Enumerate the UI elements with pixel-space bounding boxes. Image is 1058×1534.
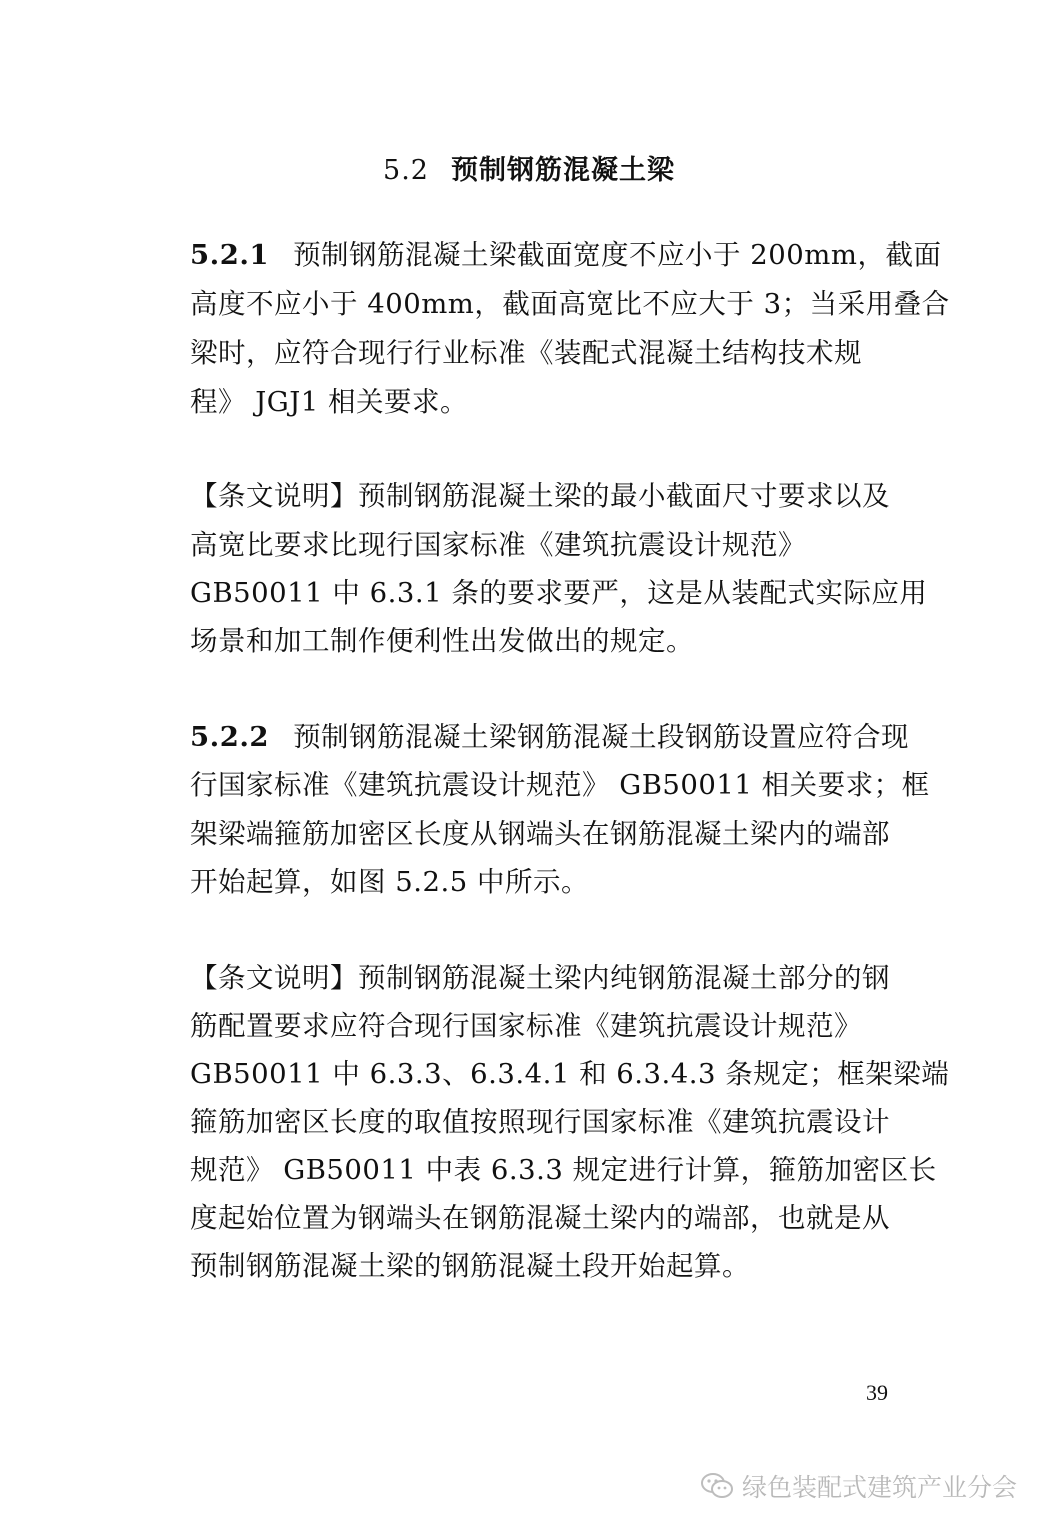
note-2-line: 度起始位置为钢端头在钢筋混凝土梁内的端部，也就是从 [190,1202,890,1234]
clause-text: 预制钢筋混凝土梁钢筋混凝土段钢筋设置应符合现 [293,721,910,753]
note-1-line: GB50011 中 6.3.1 条的要求要严，这是从装配式实际应用 [190,577,928,609]
note-1-line: 【条文说明】预制钢筋混凝土梁的最小截面尺寸要求以及 [190,480,890,512]
watermark [700,1468,1017,1504]
clause-5-2-1-line: 高度不应小于 400mm，截面高宽比不应大于 3；当采用叠合 [190,288,950,320]
page-number: 39 [866,1380,888,1405]
clause-5-2-2-line [190,714,909,754]
note-2-line: 筋配置要求应符合现行国家标准《建筑抗震设计规范》 [190,1010,862,1042]
section-title: 预制钢筋混凝土梁 [450,155,675,186]
note-2-line: GB50011 中 6.3.3、6.3.4.1 和 6.3.4.3 条规定；框架梁端 [190,1058,950,1090]
clause-5-2-1-line: 程》 JGJ1 相关要求。 [190,386,468,418]
clause-number: 5.2.1 [190,239,270,271]
wechat-icon [700,1472,734,1500]
note-1-line: 场景和加工制作便利性出发做出的规定。 [190,625,694,657]
clause-text: 预制钢筋混凝土梁截面宽度不应小于 200mm，截面 [293,239,942,271]
note-2-line: 箍筋加密区长度的取值按照现行国家标准《建筑抗震设计 [190,1106,890,1138]
section-number: 5.2 [383,155,429,186]
watermark-text: 绿色装配式建筑产业分会 [742,1473,1018,1502]
clause-5-2-1-line [190,232,941,272]
note-2-line: 规范》 GB50011 中表 6.3.3 规定进行计算，箍筋加密区长 [190,1154,937,1186]
note-2-line: 预制钢筋混凝土梁的钢筋混凝土段开始起算。 [190,1250,750,1282]
clause-5-2-2-line: 开始起算，如图 5.2.5 中所示。 [190,866,589,898]
note-1-line: 高宽比要求比现行国家标准《建筑抗震设计规范》 [190,529,806,561]
clause-5-2-1-line: 梁时，应符合现行行业标准《装配式混凝土结构技术规 [190,337,862,369]
clause-number: 5.2.2 [190,721,270,753]
clause-5-2-2-line: 架梁端箍筋加密区长度从钢端头在钢筋混凝土梁内的端部 [190,818,890,850]
section-heading [0,148,1058,187]
note-2-line: 【条文说明】预制钢筋混凝土梁内纯钢筋混凝土部分的钢 [190,962,890,994]
clause-5-2-2-line: 行国家标准《建筑抗震设计规范》 GB50011 相关要求；框 [190,769,930,801]
